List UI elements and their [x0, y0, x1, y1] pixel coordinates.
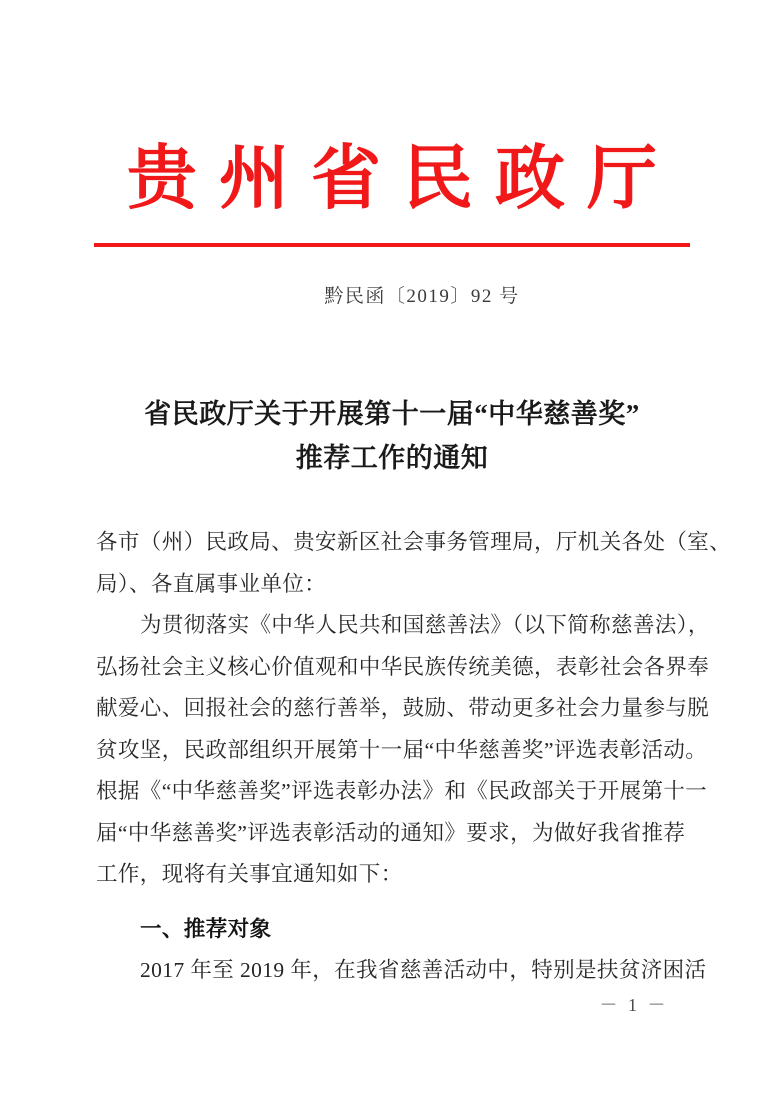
section-heading-one: 一、推荐对象	[140, 916, 272, 941]
page-title	[92, 392, 692, 480]
preamble-line-4: 贫攻坚，民政部组织开展第十一届“中华慈善奖”评选表彰活动。	[96, 737, 708, 762]
masthead-red-rule	[94, 243, 690, 247]
preamble-line-6: 届“中华慈善奖”评选表彰活动的通知》要求，为做好我省推荐	[96, 820, 686, 845]
section-one-line-1: 2017 年至 2019 年，在我省慈善活动中，特别是扶贫济困活	[140, 958, 707, 982]
preamble-line-1: 为贯彻落实《中华人民共和国慈善法》（以下简称慈善法），	[140, 613, 710, 637]
preamble-line-7: 工作，现将有关事宜通知如下：	[96, 862, 403, 886]
addressee-line-1: 各市（州）民政局、贵安新区社会事务管理局，厅机关各处（室、	[96, 530, 732, 554]
document-number: 黔民函〔2019〕92 号	[324, 286, 520, 307]
preamble-line-3: 献爱心、回报社会的慈行善举，鼓励、带动更多社会力量参与脱	[96, 696, 710, 720]
page-title-line-2: 推荐工作的通知	[295, 443, 489, 473]
issuing-organization-title: 贵州省民政厅	[127, 141, 679, 218]
addressee-line-2: 局）、各直属事业单位：	[96, 571, 327, 596]
preamble-line-2: 弘扬社会主义核心价值观和中华民族传统美德，表彰社会各界奉	[96, 654, 710, 679]
masthead	[0, 138, 784, 222]
preamble-line-5: 根据《“中华慈善奖”评选表彰办法》和《民政部关于开展第十一	[96, 779, 708, 803]
document-body	[96, 522, 732, 992]
page-number: － 1 －	[599, 995, 669, 1015]
page-title-line-1: 省民政厅关于开展第十一届“中华慈善奖”	[144, 399, 640, 429]
section-spacer	[96, 896, 696, 909]
